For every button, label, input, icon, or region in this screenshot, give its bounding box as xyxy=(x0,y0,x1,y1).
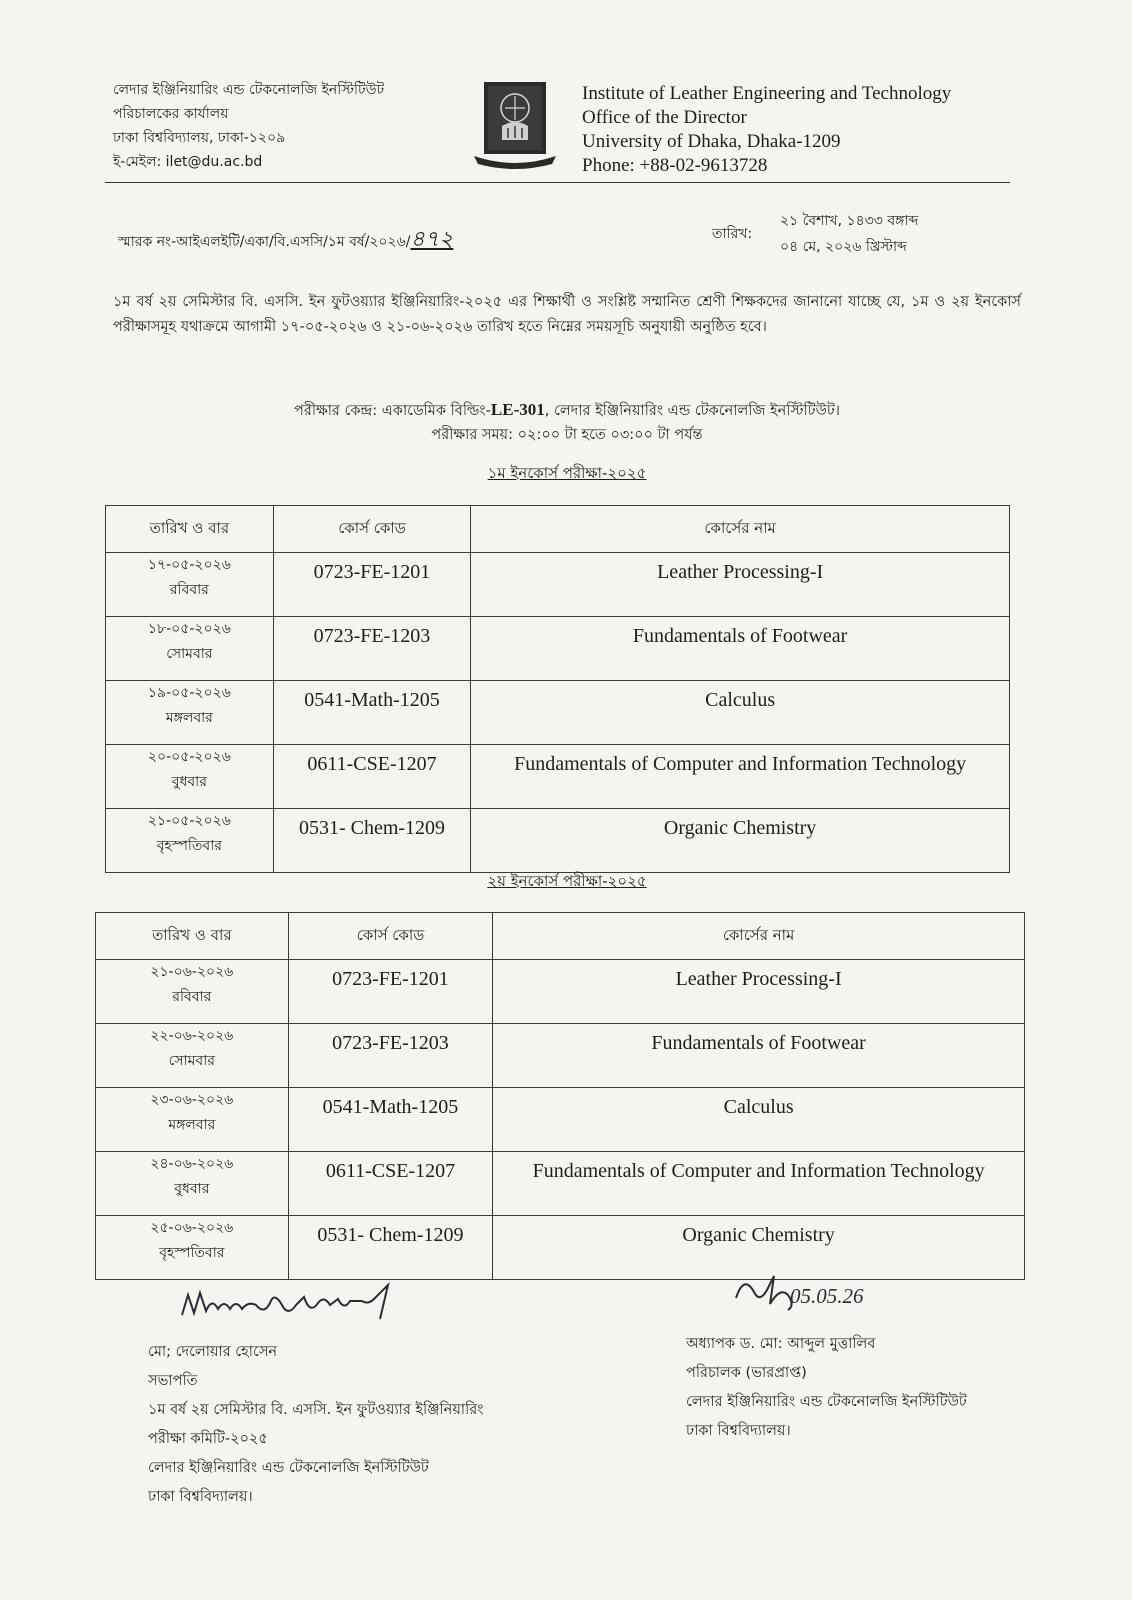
signatory-line: লেদার ইঞ্জিনিয়ারিং এন্ড টেকনোলজি ইনস্টিটিউট xyxy=(686,1394,967,1410)
venue-prefix: পরীক্ষার কেন্দ্র: একাডেমিক বিল্ডিং- xyxy=(294,403,491,419)
header-code: কোর্স কোড xyxy=(288,913,493,960)
venue-suffix: , লেদার ইঞ্জিনিয়ারিং এন্ড টেকনোলজি ইনস্টিটিউট। xyxy=(544,403,840,419)
row-course-name: Calculus xyxy=(471,681,1010,745)
date-bangla: ২১ বৈশাখ, ১৪৩৩ বঙ্গাব্দ xyxy=(780,213,919,229)
row-code: 0723-FE-1201 xyxy=(273,553,471,617)
header-en-line: Office of the Director xyxy=(582,107,747,128)
table-row xyxy=(96,960,1025,1024)
header-english-address xyxy=(582,82,1002,178)
row-course-name: Fundamentals of Computer and Information Technology xyxy=(493,1152,1025,1216)
row-course-name: Fundamentals of Computer and Information Technology xyxy=(471,745,1010,809)
header-bn-line: পরিচালকের কার্যালয় xyxy=(113,106,229,122)
row-date-cell xyxy=(106,745,274,809)
signatory-line: সভাপতি xyxy=(148,1373,198,1389)
signatory-line: পরীক্ষা কমিটি-২০২৫ xyxy=(148,1431,268,1447)
row-course-name: Calculus xyxy=(493,1088,1025,1152)
exam-venue-block xyxy=(113,398,1021,485)
row-date: ২২-০৬-২০২৬ xyxy=(150,1028,234,1044)
row-course-name: Organic Chemistry xyxy=(471,809,1010,873)
exam-time: পরীক্ষার সময়: ০২:০০ টা হতে ০৩:০০ টা পর্যন্ত xyxy=(431,427,703,443)
header-date: তারিখ ও বার xyxy=(96,913,289,960)
table-header-row xyxy=(106,506,1010,553)
header-name: কোর্সের নাম xyxy=(493,913,1025,960)
notice-paragraph: ১ম বর্ষ ২য় সেমিস্টার বি. এসসি. ইন ফুটওয়্যার ইঞ্জিনিয়ারিং-২০২৫ এর শিক্ষার্থী ও সংশ্লিষ্ট সম্মানিত শ্রেণী শিক্ষকদের জানানো যাচ্ছে যে, ১ম ও ২য় ইনকোর্স পরীক্ষাসমূহ যথাক্রমে আগামী ১৭-০৫-২০২৬ ও ২১-০৬-২০২৬ তারিখ হতে নিম্নের সময়সূচি অনুযায়ী অনুষ্ঠিত হবে। xyxy=(113,294,1021,335)
row-day: সোমবার xyxy=(168,1053,215,1069)
row-code: 0531- Chem-1209 xyxy=(273,809,471,873)
row-day: বুধবার xyxy=(171,774,207,790)
table-row xyxy=(96,1024,1025,1088)
row-date: ২১-০৫-২০২৬ xyxy=(147,813,231,829)
header-bn-line: ঢাকা বিশ্ববিদ্যালয়, ঢাকা-১২০৯ xyxy=(113,130,286,146)
signatory-line: লেদার ইঞ্জিনিয়ারিং এন্ড টেকনোলজি ইনস্টিটিউট xyxy=(148,1460,429,1476)
memo-prefix: স্মারক নং-আইএলইটি/একা/বি.এসসি/১ম বর্ষ/২০২৬/ xyxy=(118,234,411,250)
exam1-title: ১ম ইনকোর্স পরীক্ষা-২০২৫ xyxy=(487,464,647,482)
header-en-line: University of Dhaka, Dhaka-1209 xyxy=(582,131,841,152)
header-bn-line: লেদার ইঞ্জিনিয়ারিং এন্ড টেকনোলজি ইনস্টিটিউট xyxy=(113,82,385,98)
signatory-line: অধ্যাপক ড. মো: আব্দুল মুত্তালিব xyxy=(686,1336,876,1352)
row-day: মঙ্গলবার xyxy=(165,710,213,726)
memo-date xyxy=(780,208,918,260)
table-row xyxy=(106,617,1010,681)
signatory-line: ঢাকা বিশ্ববিদ্যালয়। xyxy=(686,1423,791,1439)
exam2-title: ২য় ইনকোর্স পরীক্ষা-২০২৫ xyxy=(487,872,647,890)
row-day: মঙ্গলবার xyxy=(168,1117,216,1133)
header-bangla-address xyxy=(113,78,443,174)
row-date: ১৯-০৫-২০২৬ xyxy=(147,685,231,701)
exam1-schedule-table xyxy=(105,505,1010,873)
table-row xyxy=(106,809,1010,873)
row-date-cell xyxy=(96,1152,289,1216)
row-date-cell xyxy=(96,1088,289,1152)
row-code: 0611-CSE-1207 xyxy=(273,745,471,809)
row-date-cell xyxy=(106,553,274,617)
row-date: ১৭-০৫-২০২৬ xyxy=(147,557,231,573)
row-course-name: Organic Chemistry xyxy=(493,1216,1025,1280)
row-code: 0541-Math-1205 xyxy=(273,681,471,745)
header-en-line: Phone: +88-02-9613728 xyxy=(582,155,768,176)
row-date-cell xyxy=(96,960,289,1024)
date-gregorian: ০৪ মে, ২০২৬ খ্রিস্টাব্দ xyxy=(780,239,907,255)
row-day: রবিবার xyxy=(169,582,209,598)
signatory-line: ঢাকা বিশ্ববিদ্যালয়। xyxy=(148,1489,253,1505)
row-code: 0541-Math-1205 xyxy=(288,1088,493,1152)
header-en-line: Institute of Leather Engineering and Technology xyxy=(582,83,952,104)
exam-venue xyxy=(113,398,1021,423)
row-date: ২১-০৬-২০২৬ xyxy=(150,964,234,980)
right-signatory-block xyxy=(686,1330,1046,1446)
signatory-line: ১ম বর্ষ ২য় সেমিস্টার বি. এসসি. ইন ফুটওয়্যার ইঞ্জিনিয়ারিং xyxy=(148,1402,484,1418)
table-row xyxy=(106,745,1010,809)
row-day: বৃহস্পতিবার xyxy=(156,838,222,854)
memo-reference xyxy=(118,222,453,259)
row-date: ২৩-০৬-২০২৬ xyxy=(150,1092,234,1108)
row-date-cell xyxy=(106,681,274,745)
row-date-cell xyxy=(96,1024,289,1088)
table-header-row xyxy=(96,913,1025,960)
left-signature xyxy=(178,1275,408,1335)
header-name: কোর্সের নাম xyxy=(471,506,1010,553)
row-code: 0723-FE-1203 xyxy=(273,617,471,681)
venue-room: LE-301 xyxy=(490,400,545,419)
row-course-name: Leather Processing-I xyxy=(471,553,1010,617)
header-date: তারিখ ও বার xyxy=(106,506,274,553)
row-date: ১৮-০৫-২০২৬ xyxy=(147,621,231,637)
table-row xyxy=(106,553,1010,617)
signatory-line: মো; দেলোয়ার হোসেন xyxy=(148,1344,278,1360)
signatory-line: পরিচালক (ভারপ্রাপ্ত) xyxy=(686,1365,807,1381)
header-divider xyxy=(105,182,1010,183)
handwritten-date: 05.05.26 xyxy=(790,1284,864,1308)
row-day: বৃহস্পতিবার xyxy=(159,1245,225,1261)
table-row xyxy=(106,681,1010,745)
row-date-cell xyxy=(106,617,274,681)
table-row xyxy=(96,1088,1025,1152)
header-bn-line: ই-মেইল: ilet@du.ac.bd xyxy=(113,154,263,170)
date-label: তারিখ: xyxy=(712,226,753,242)
row-date: ২৪-০৬-২০২৬ xyxy=(150,1156,234,1172)
table-row xyxy=(96,1152,1025,1216)
university-logo-icon xyxy=(472,78,558,170)
row-date: ২০-০৫-২০২৬ xyxy=(147,749,231,765)
row-day: সোমবার xyxy=(166,646,213,662)
memo-number: ৪৭২ xyxy=(410,227,454,252)
left-signatory-block xyxy=(148,1338,628,1512)
row-day: রবিবার xyxy=(172,989,212,1005)
exam2-schedule-table xyxy=(95,912,1025,1280)
header-code: কোর্স কোড xyxy=(273,506,471,553)
row-course-name: Fundamentals of Footwear xyxy=(471,617,1010,681)
row-code: 0723-FE-1201 xyxy=(288,960,493,1024)
row-date-cell xyxy=(106,809,274,873)
row-code: 0611-CSE-1207 xyxy=(288,1152,493,1216)
row-day: বুধবার xyxy=(174,1181,210,1197)
row-course-name: Fundamentals of Footwear xyxy=(493,1024,1025,1088)
row-date-cell xyxy=(96,1216,289,1280)
row-course-name: Leather Processing-I xyxy=(493,960,1025,1024)
row-code: 0723-FE-1203 xyxy=(288,1024,493,1088)
row-code: 0531- Chem-1209 xyxy=(288,1216,493,1280)
row-date: ২৫-০৬-২০২৬ xyxy=(150,1220,234,1236)
